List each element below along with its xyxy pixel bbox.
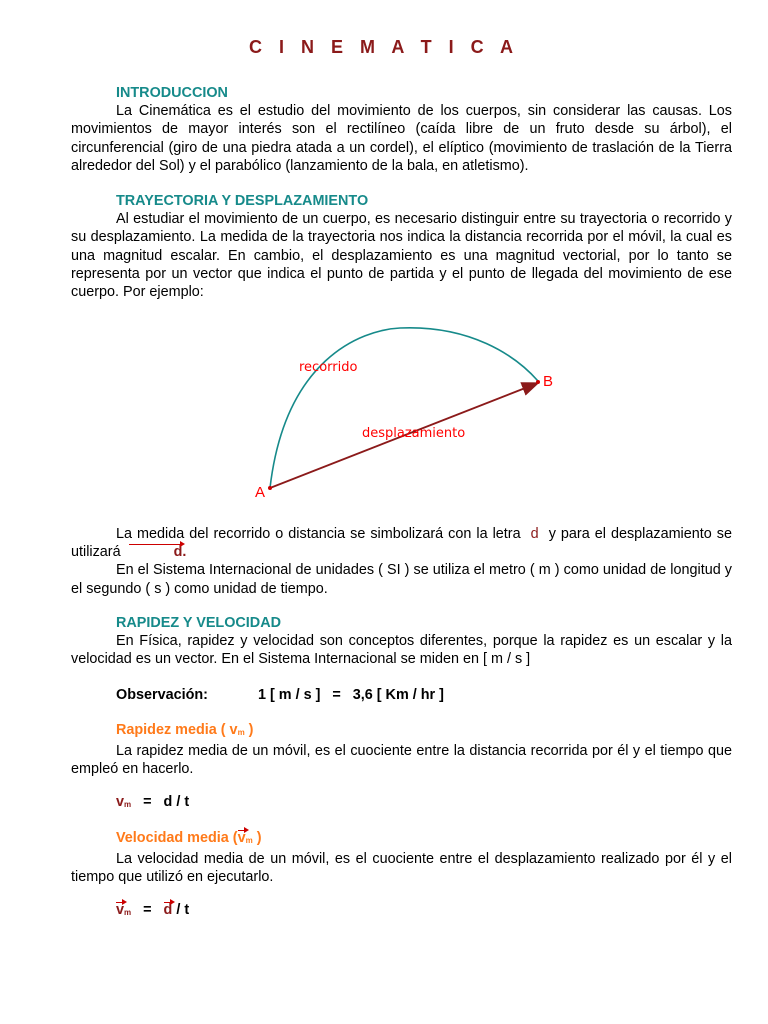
page-title: C I N E M A T I C A [249, 37, 519, 57]
formula-rapidez-media: $v_m = d / t$ [116, 794, 190, 810]
heading-velocidad-media: Velocidad media ($v_m$ ) [116, 830, 262, 846]
paragraph-si: En el Sistema Internacional de unidades ( SI ) se utiliza el metro ( m ) como unidad de longitud y el segundo ( s ) como unidad de tiempo. [71, 562, 732, 597]
section-rapidez-media [71, 721, 732, 779]
label-recorrido: recorrido [299, 360, 358, 375]
paragraph-velocidad-media: La velocidad media de un móvil, es el cuociente entre el desplazamiento realizado por él y el tiempo que utilizó en ejecutarlo. [71, 851, 732, 886]
section-medida [71, 525, 732, 598]
recorrido-arc [270, 328, 538, 488]
point-a-dot [268, 486, 272, 490]
paragraph-rapidez-velocidad: En Física, rapidez y velocidad son conceptos diferentes, porque la rapidez es un escalar y la velocidad es un vector. En el Sistema Internacional se miden en [ m / s ] [71, 633, 732, 668]
letter-d: d [530, 526, 539, 542]
label-desplazamiento: desplazamiento [362, 426, 466, 441]
paragraph-trayectoria: Al estudiar el movimiento de un cuerpo, es necesario distinguir entre su trayectoria o recorrido y su desplazamiento. La medida de la trayectoria nos indica la distancia recorrida por el móvil, la cual es una magnitud escalar. En cambio, el desplazamiento es una magnitud vectorial, por lo tanto se representa por un vector que indica el punto de partida y el punto de llegada del movimiento de ese cuerpo. Por ejemplo: [71, 211, 732, 301]
heading-introduccion: INTRODUCCION [116, 85, 228, 101]
paragraph-medida: La medida del recorrido o distancia se simbolizará con la letra d y para el desplazamiento se utilizará d. [71, 526, 732, 561]
heading-trayectoria: TRAYECTORIA Y DESPLAZAMIENTO [116, 193, 369, 209]
point-b-dot [536, 380, 540, 384]
observacion-formula: 1 [ m / s ] = 3,6 [ Km / hr ] [258, 687, 444, 703]
paragraph-introduccion: La Cinemática es el estudio del movimiento de los cuerpos, sin considerar las causas. Los movimientos de mayor interés son el rectilíneo (caída libre de un fruto desde su árbol), el circunferencial (giro de una piedra atada a un cordel), el elíptico (movimiento de traslación de la Tierra alrededor del Sol) y el parabólico (lanzamiento de la bala, en atletismo). [71, 103, 732, 174]
heading-rapidez-media: Rapidez media ( $v_m$ ) [116, 722, 254, 738]
section-velocidad-media [71, 829, 732, 887]
label-point-a: A [255, 484, 266, 501]
heading-rapidez-velocidad: RAPIDEZ Y VELOCIDAD [116, 615, 281, 631]
observacion-label: Observación: [116, 687, 208, 703]
observacion-line [71, 686, 732, 704]
label-point-b: B [543, 373, 554, 390]
vector-d: d [129, 543, 183, 561]
paragraph-rapidez-media: La rapidez media de un móvil, es el cuociente entre la distancia recorrida por él y el tiempo que empleó en hacerlo. [71, 743, 732, 778]
formula-velocidad-media: $v_m = d / t$ [116, 902, 190, 918]
section-rapidez-velocidad [71, 614, 732, 669]
